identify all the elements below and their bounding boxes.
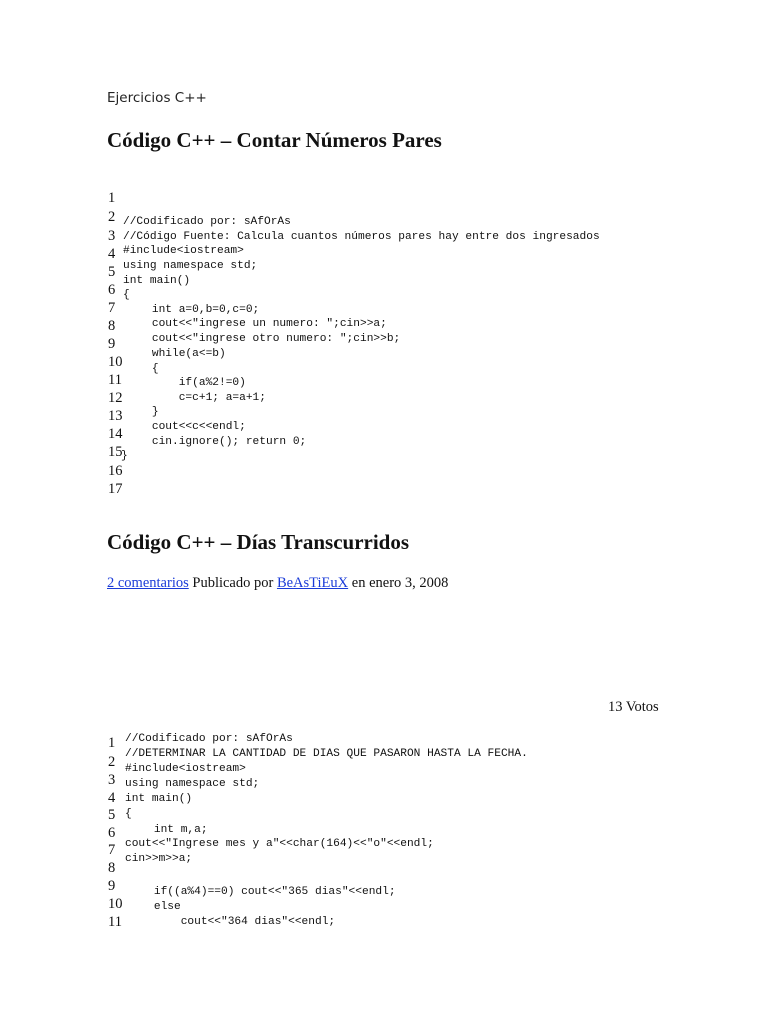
code-line: using namespace std; <box>123 260 258 272</box>
line-number: 16 <box>108 463 123 479</box>
code-line: cout<<"Ingrese mes y a"<<char(164)<<"o"<<endl; <box>125 838 434 850</box>
line-number: 1 <box>108 735 116 751</box>
line-number: 5 <box>108 807 116 823</box>
line-number: 14 <box>108 426 123 442</box>
line-number: 7 <box>108 300 116 316</box>
code-line: int main() <box>125 793 193 805</box>
line-number: 10 <box>108 896 123 912</box>
code-line: int m,a; <box>127 824 208 836</box>
code-line: if((a%4)==0) cout<<"365 dias"<<endl; <box>127 886 396 898</box>
code-line: } <box>125 406 159 418</box>
line-number: 4 <box>108 790 116 806</box>
code-line: while(a<=b) <box>125 348 226 360</box>
line-number: 6 <box>108 825 116 841</box>
code-block-1 <box>123 216 683 466</box>
code-line: int a=0,b=0,c=0; <box>125 304 260 316</box>
post-date: en enero 3, 2008 <box>348 575 449 591</box>
code-line: #include<iostream> <box>123 245 244 257</box>
line-number: 13 <box>108 408 123 424</box>
post-meta <box>107 575 448 592</box>
line-number: 11 <box>108 914 122 930</box>
line-number: 17 <box>108 481 123 497</box>
line-number: 1 <box>108 190 116 206</box>
line-number: 3 <box>108 772 116 788</box>
line-number: 11 <box>108 372 122 388</box>
code-line: c=c+1; a=a+1; <box>125 392 266 404</box>
line-number: 5 <box>108 264 116 280</box>
line-number: 15 <box>108 444 123 460</box>
code-line: cout<<"ingrese otro numero: ";cin>>b; <box>125 333 401 345</box>
line-number: 6 <box>108 282 116 298</box>
code-line: cout<<"364 dias"<<endl; <box>127 916 336 928</box>
code-line: cin.ignore(); return 0; <box>125 436 307 448</box>
code-line: //Código Fuente: Calcula cuantos números pares hay entre dos ingresados <box>123 231 600 243</box>
code-line: } <box>121 450 128 462</box>
code-line: { <box>125 808 132 820</box>
code-line: cout<<"ingrese un numero: ";cin>>a; <box>125 318 387 330</box>
line-number: 12 <box>108 390 123 406</box>
line-number: 9 <box>108 336 116 352</box>
article-title-contar-pares[interactable]: Código C++ – Contar Números Pares <box>107 128 442 152</box>
code-line: //Codificado por: sAfOrAs <box>125 733 293 745</box>
post-category[interactable]: Ejercicios C++ <box>107 90 207 106</box>
votes-count[interactable]: 13 Votos <box>608 699 659 715</box>
article-title-dias-transcurridos[interactable]: Código C++ – Días Transcurridos <box>107 530 410 554</box>
code-line: cout<<c<<endl; <box>125 421 246 433</box>
line-number: 9 <box>108 878 116 894</box>
comments-link[interactable]: 2 comentarios <box>107 575 189 591</box>
line-number: 10 <box>108 354 123 370</box>
line-number: 3 <box>108 228 116 244</box>
line-number: 2 <box>108 209 116 225</box>
code-line: { <box>123 289 130 301</box>
code-line: int main() <box>123 275 191 287</box>
author-link[interactable]: BeAsTiEuX <box>276 575 349 591</box>
code-line: { <box>125 363 159 375</box>
line-number: 7 <box>108 842 116 858</box>
code-line: //DETERMINAR LA CANTIDAD DE DIAS QUE PASARON HASTA LA FECHA. <box>125 748 528 760</box>
line-number: 2 <box>108 754 116 770</box>
code-line: else <box>127 901 181 913</box>
published-by-text: Publicado por <box>188 575 277 591</box>
code-line: //Codificado por: sAfOrAs <box>123 216 291 228</box>
line-number: 8 <box>108 318 116 334</box>
code-line: #include<iostream> <box>125 763 246 775</box>
code-line: cin>>m>>a; <box>125 853 193 865</box>
line-number: 4 <box>108 246 116 262</box>
code-line: using namespace std; <box>125 778 260 790</box>
code-line: if(a%2!=0) <box>125 377 246 389</box>
code-block-2 <box>125 733 685 933</box>
line-number: 8 <box>108 860 116 876</box>
